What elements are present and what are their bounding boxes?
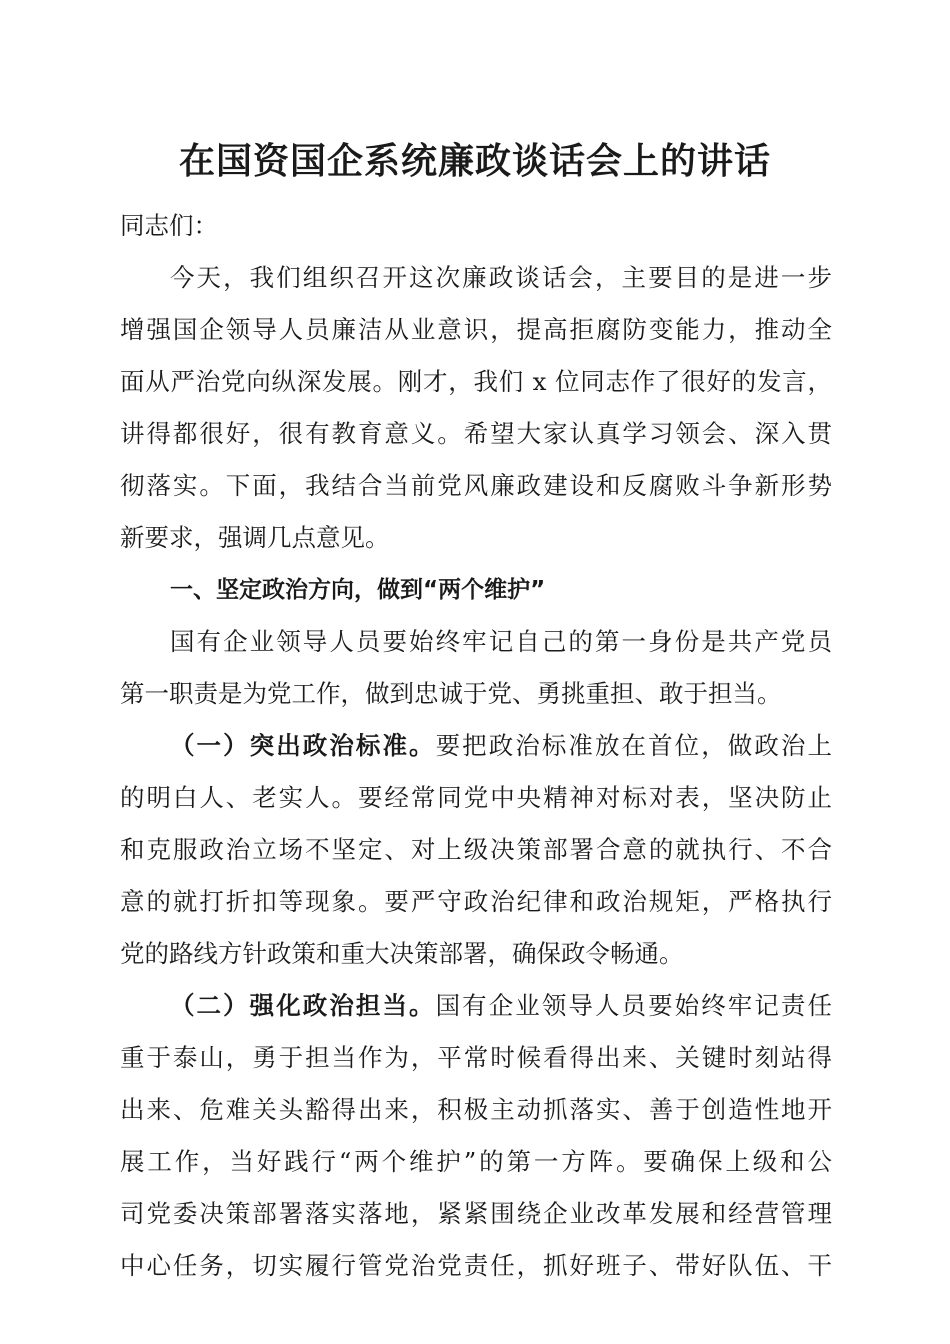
subsection-heading: （二）强化政治担当。 bbox=[170, 991, 436, 1020]
subsection-first-line bbox=[120, 980, 832, 1032]
salutation: 同志们： bbox=[120, 211, 218, 240]
subsection-text: 国有企业领导人员要始终牢记责任 bbox=[435, 991, 832, 1020]
subsection-line: 和克服政治立场不坚定、对上级决策部署合意的就执行、不合 bbox=[120, 835, 832, 864]
subsection-line: 意的就打折扣等现象。要严守政治纪律和政治规矩，严格执行 bbox=[120, 887, 832, 916]
subsection-heading: （一）突出政治标准。 bbox=[170, 731, 436, 760]
intro-line: 彻落实。下面，我结合当前党风廉政建设和反腐败斗争新形势 bbox=[120, 471, 832, 500]
subsection-line: 中心任务，切实履行管党治党责任，抓好班子、带好队伍、干 bbox=[120, 1251, 832, 1280]
subsection-line: 展工作，当好践行“两个维护”的第一方阵。要确保上级和公 bbox=[120, 1147, 832, 1176]
subsection-line: 重于泰山，勇于担当作为，平常时候看得出来、关键时刻站得 bbox=[120, 1043, 832, 1072]
subsection-line: 党的路线方针政策和重大决策部署，确保政令畅通。 bbox=[120, 939, 684, 968]
subsection-first-line bbox=[120, 720, 832, 772]
document-title: 在国资国企系统廉政谈话会上的讲话 bbox=[178, 140, 771, 182]
section-heading: 一、坚定政治方向，做到“两个维护” bbox=[170, 577, 546, 603]
intro-line: 讲得都很好，很有教育意义。希望大家认真学习领会、深入贯 bbox=[120, 419, 832, 448]
intro-line: 增强国企领导人员廉洁从业意识，提高拒腐防变能力，推动全 bbox=[120, 315, 832, 344]
subsection-line: 出来、危难关头豁得出来，积极主动抓落实、善于创造性地开 bbox=[120, 1095, 832, 1124]
section-para-line: 国有企业领导人员要始终牢记自己的第一身份是共产党员 bbox=[170, 627, 832, 656]
subsection-line: 司党委决策部署落实落地，紧紧围绕企业改革发展和经营管理 bbox=[120, 1199, 832, 1228]
subsection-text: 要把政治标准放在首位，做政治上 bbox=[435, 731, 832, 760]
section-para-line: 第一职责是为党工作，做到忠诚于党、勇挑重担、敢于担当。 bbox=[120, 679, 782, 708]
intro-line: 新要求，强调几点意见。 bbox=[120, 523, 390, 552]
document-body bbox=[120, 200, 832, 1292]
intro-line: 今天，我们组织召开这次廉政谈话会，主要目的是进一步 bbox=[170, 263, 832, 292]
subsection-line: 的明白人、老实人。要经常同党中央精神对标对表，坚决防止 bbox=[120, 783, 832, 812]
intro-line: 面从严治党向纵深发展。刚才，我们 x 位同志作了很好的发言， bbox=[120, 367, 832, 396]
